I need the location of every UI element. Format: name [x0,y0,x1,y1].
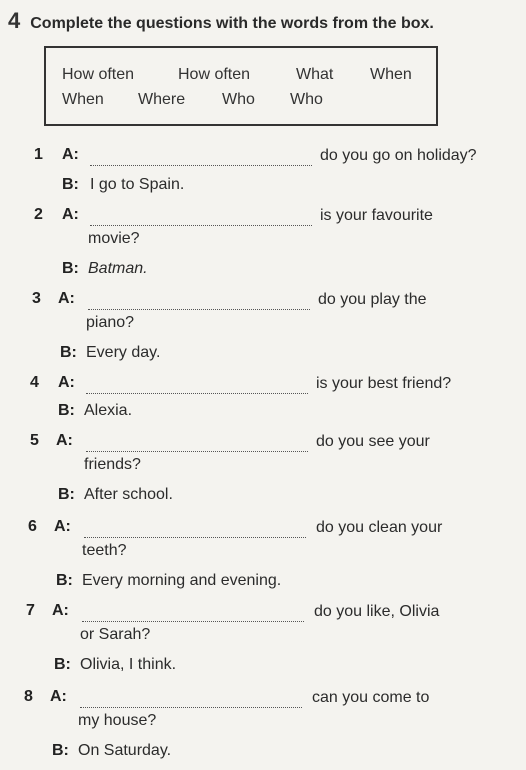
speaker-a-label: A: [62,206,79,223]
question-number: 7 [26,602,35,619]
question-text: is your favourite [320,207,433,224]
question-text-continued: friends? [84,456,141,473]
question-text: do you like, Olivia [314,603,440,620]
answer-blank[interactable] [86,393,308,394]
answer-text: After school. [84,486,173,503]
word-box-item: Where [138,91,186,108]
speaker-b-label: B: [52,742,69,759]
word-box-item: What [296,66,334,83]
question-number: 5 [30,432,39,449]
speaker-b-label: B: [58,486,75,503]
exercise-header [8,8,434,34]
answer-blank[interactable] [88,309,310,310]
answer-text: On Saturday. [78,742,172,759]
exercise-number: 4 [8,8,21,33]
answer-blank[interactable] [82,621,304,622]
speaker-a-label: A: [58,374,75,391]
speaker-a-label: A: [62,146,79,163]
question-text-continued: movie? [88,230,140,247]
question-text-continued: or Sarah? [80,626,151,643]
question-text-continued: piano? [86,314,135,331]
speaker-b-label: B: [60,344,77,361]
speaker-b-label: B: [56,572,73,589]
question-text-continued: teeth? [82,542,127,559]
word-box-item: How often [62,66,135,83]
answer-text: Every morning and evening. [82,572,282,589]
answer-text: Olivia, I think. [80,656,177,673]
answer-blank[interactable] [80,707,302,708]
question-number: 4 [30,374,39,391]
speaker-a-label: A: [58,290,75,307]
word-box-item: How often [178,66,251,83]
word-box-item: When [62,91,104,108]
question-number: 1 [34,146,43,163]
answer-blank[interactable] [90,165,312,166]
question-number: 6 [28,518,37,535]
word-box-item: Who [290,91,323,108]
word-box-item: When [370,66,412,83]
question-text: do you play the [318,291,427,308]
question-number: 8 [24,688,33,705]
answer-text: Every day. [86,344,161,361]
speaker-b-label: B: [62,260,79,277]
answer-blank[interactable] [86,451,308,452]
answer-blank[interactable] [90,225,312,226]
answer-text: Batman. [88,260,148,277]
question-text: do you see your [316,433,430,450]
question-text: can you come to [312,689,430,706]
question-text: do you clean your [316,519,443,536]
question-text: is your best friend? [316,375,452,392]
speaker-b-label: B: [62,176,79,193]
speaker-a-label: A: [52,602,69,619]
speaker-a-label: A: [50,688,67,705]
question-number: 3 [32,290,41,307]
speaker-a-label: A: [56,432,73,449]
word-box [44,46,438,126]
exercise-instruction: Complete the questions with the words from the box. [30,15,434,32]
speaker-b-label: B: [54,656,71,673]
word-box-item: Who [222,91,255,108]
question-text: do you go on holiday? [320,147,477,164]
speaker-a-label: A: [54,518,71,535]
answer-text: I go to Spain. [90,176,185,193]
question-number: 2 [34,206,43,223]
question-text-continued: my house? [78,712,157,729]
speaker-b-label: B: [58,402,75,419]
answer-text: Alexia. [84,402,133,419]
answer-blank[interactable] [84,537,306,538]
